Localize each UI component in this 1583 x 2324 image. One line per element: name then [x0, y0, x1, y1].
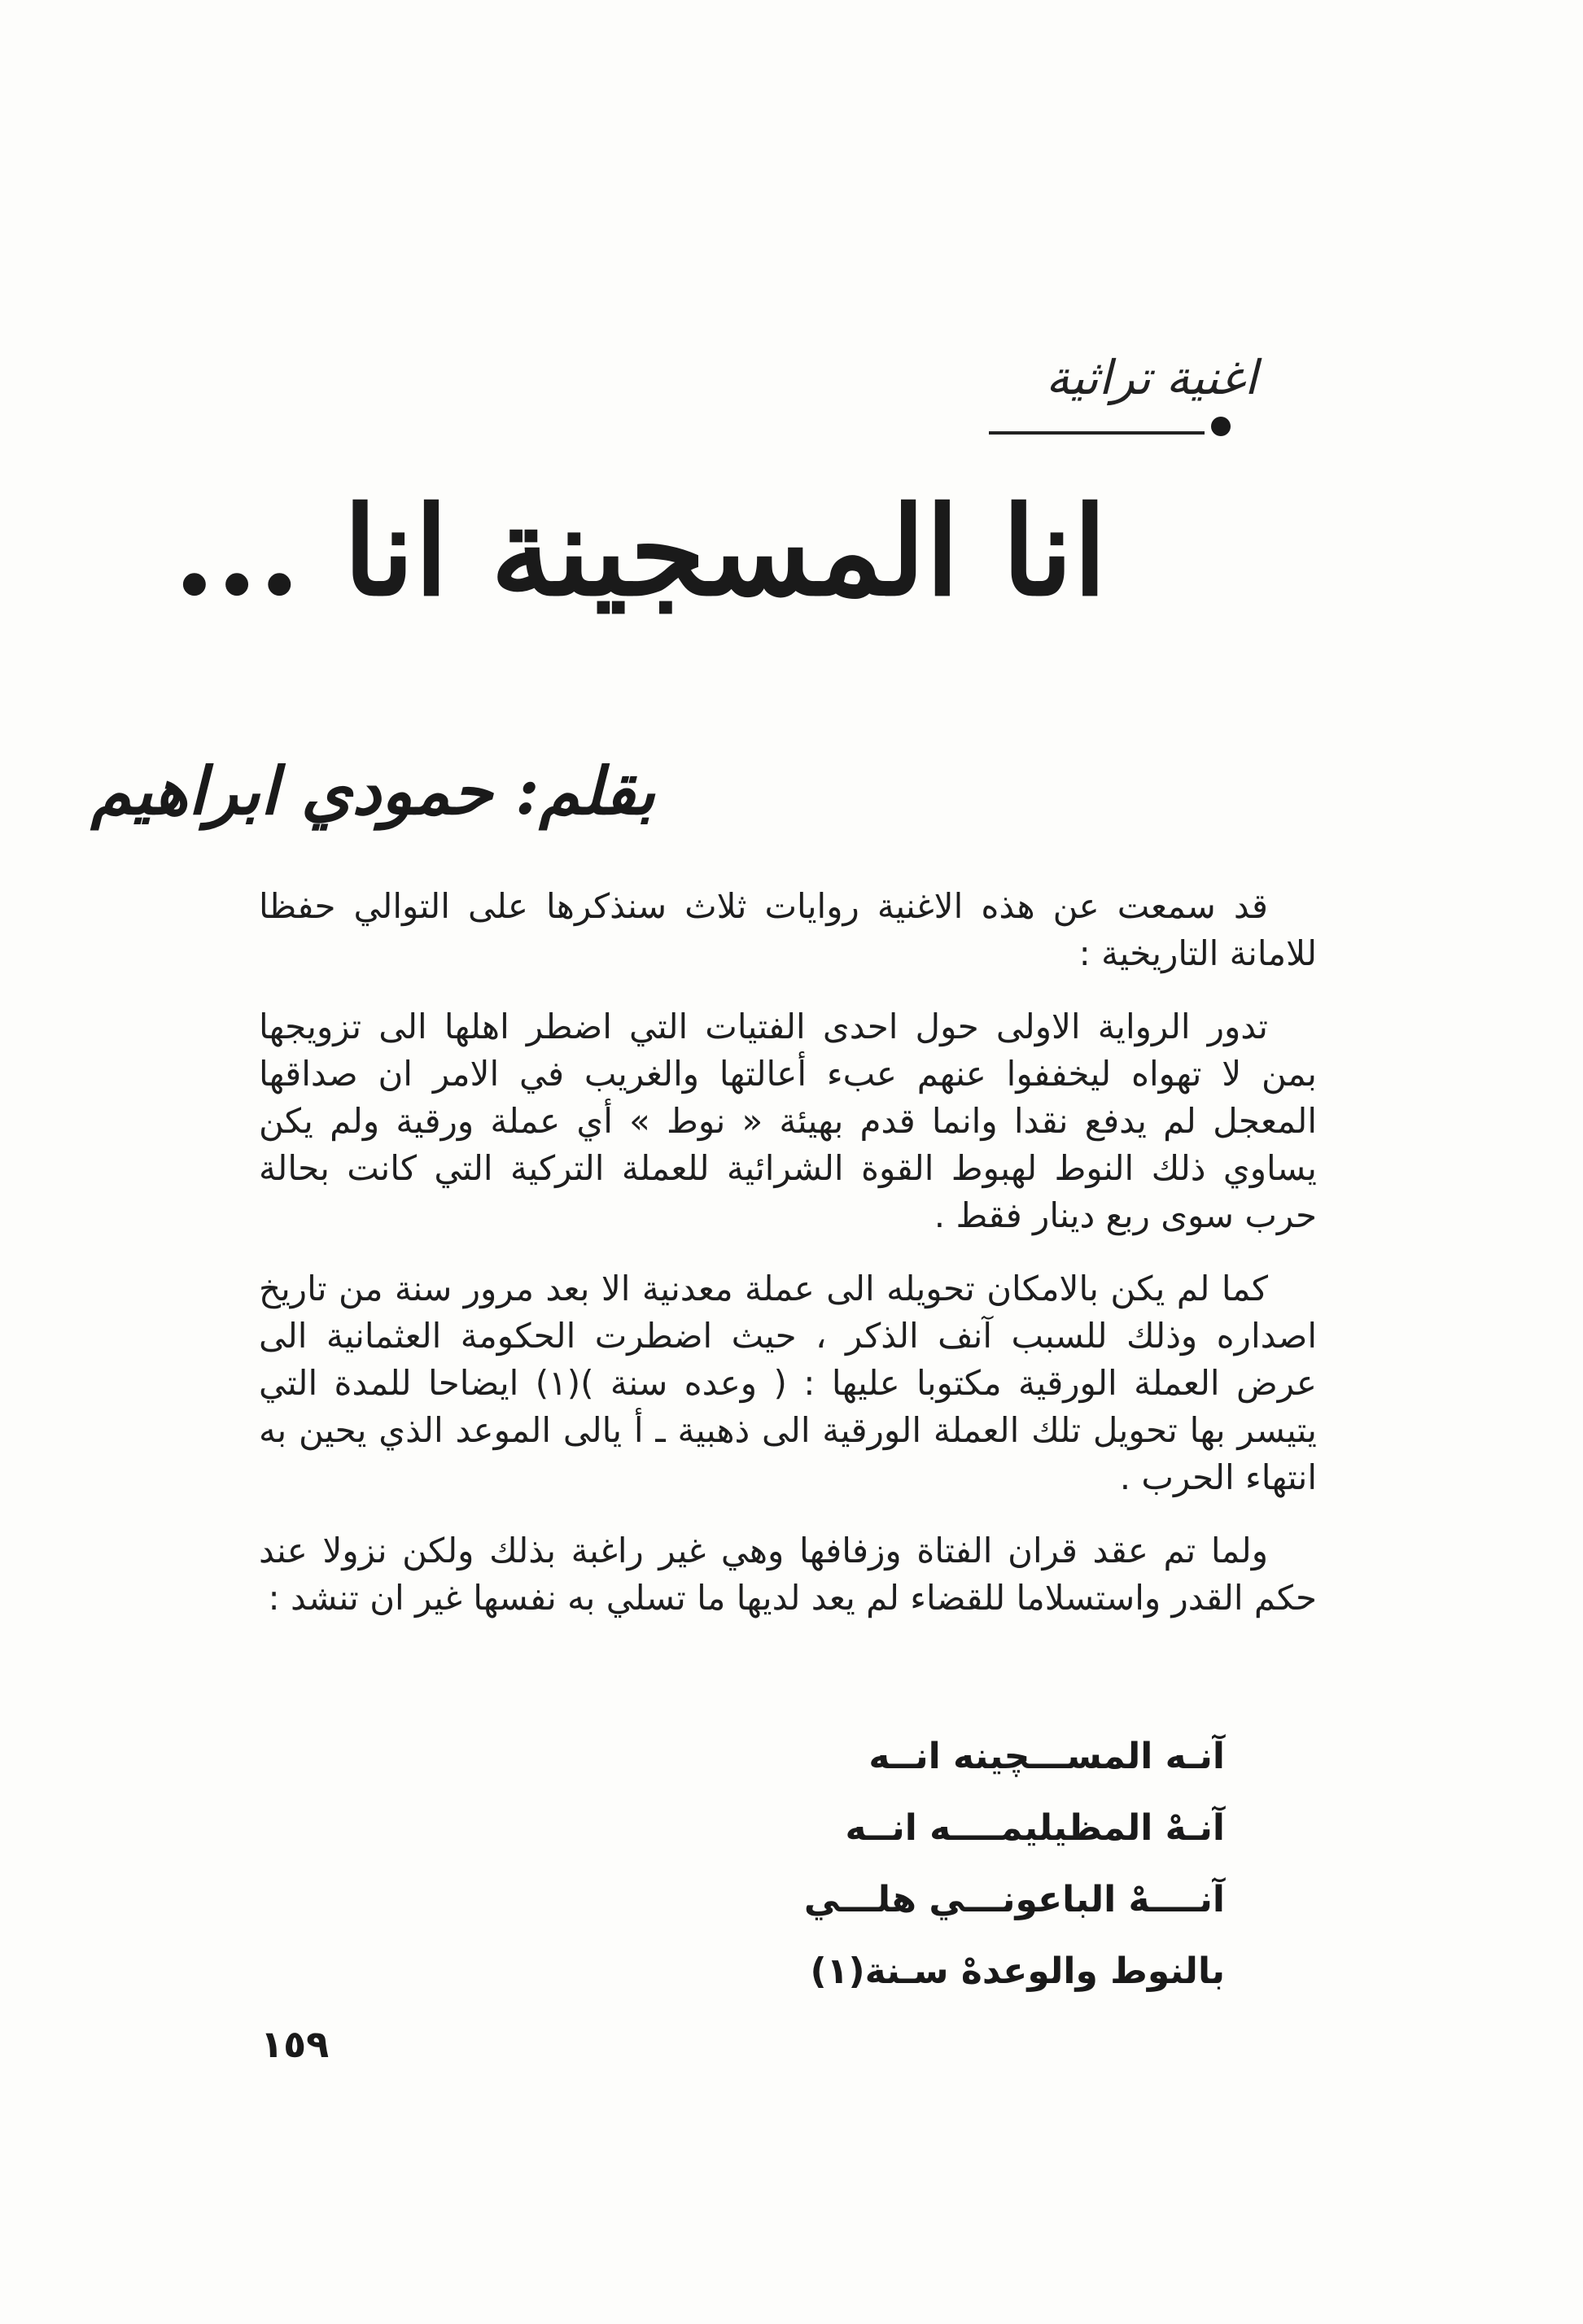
verse-line: آنــــهْ الباعونـــي هلـــي — [803, 1879, 1225, 1920]
song-verse — [804, 1721, 1225, 2007]
paragraph: ولما تم عقد قران الفتاة وزفافها وهي غير راغبة بذلك ولكن نزولا عند حكم القدر واستسلاما للقضاء لم يعد لديها ما تسلي به نفسها غير ان تنشد : — [259, 1531, 1317, 1618]
page-number: ١٥٩ — [260, 2022, 330, 2066]
verse-line: آنـهْ المظيليمــــه انــه — [845, 1807, 1225, 1849]
article-title: انا المسجينة انا ... — [173, 480, 1107, 623]
verse-line: آنـه المســـچينه انــه — [868, 1736, 1225, 1777]
paragraph: كما لم يكن بالامكان تحويله الى عملة معدنية الا بعد مرور سنة من تاريخ اصداره وذلك للسبب آنف الذكر ، حيث اضطرت الحكومة العثمانية الى عرض العملة الورقية مكتوبا عليها : ( وعده سنة )(١) ايضاحا للمدة التي يتيسر بها تحويل تلك العملة الورقية الى ذهبية ـ أ يالى الموعد الذي يحين به انتهاء الحرب . — [259, 1269, 1317, 1497]
paragraph: تدور الرواية الاولى حول احدى الفتيات التي اضطر اهلها الى تزويجها بمن لا تهواه ليخففوا عنهم عبء أعالتها والغريب في الامر ان صداقها المعجل لم يدفع نقدا وانما قدم بهيئة « نوط » أي عملة ورقية ولم يكن يساوي ذلك النوط لهبوط القوة الشرائية للعملة التركية التي كانت بحالة حرب سوى ربع دينار فقط . — [259, 1007, 1317, 1235]
verse-line: بالنوط والوعدهْ سـنة(١) — [810, 1950, 1225, 1992]
author-byline: بقلم: حمودي ابراهيم — [90, 753, 655, 829]
article-body — [259, 883, 1317, 1648]
paragraph: قد سمعت عن هذه الاغنية روايات ثلاث سنذكرها على التوالي حفظا للامانة التاريخية : — [259, 886, 1317, 973]
category-heading: اغنية تراثية — [1046, 350, 1257, 405]
bullet-icon — [1211, 417, 1231, 436]
category-underline — [989, 431, 1205, 435]
